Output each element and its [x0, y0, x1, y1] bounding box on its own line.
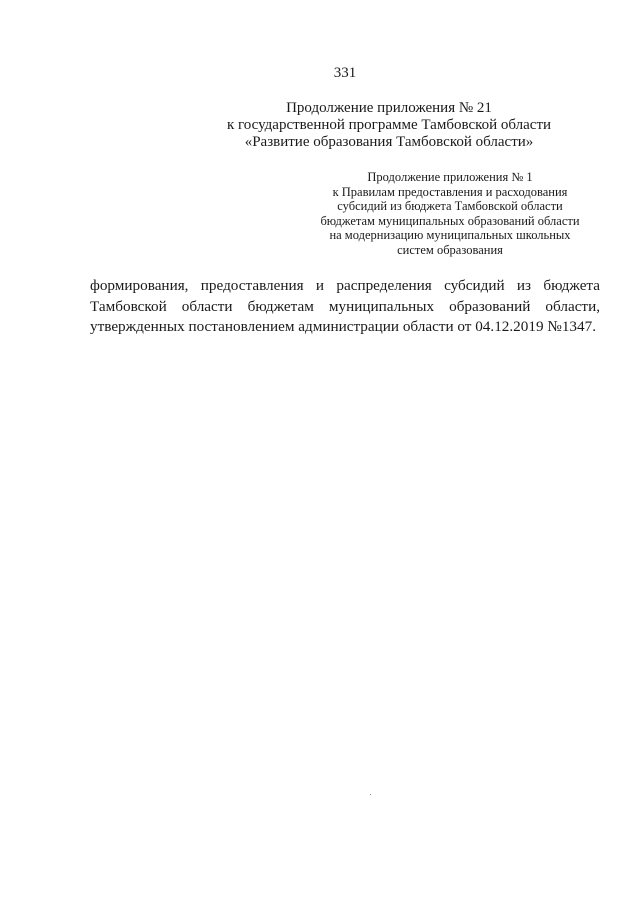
appendix-sub-header [300, 170, 600, 258]
body-line: формирования, предоставления и распределения субсидий из бюджета [90, 277, 600, 294]
appendix-sub-line: субсидий из бюджета Тамбовской области [337, 199, 563, 214]
appendix-main-line: Продолжение приложения № 21 [286, 100, 492, 116]
appendix-sub-line: к Правилам предоставления и расходования [332, 184, 568, 199]
appendix-sub-line: бюджетам муниципальных образований области [320, 213, 580, 228]
appendix-sub-line: Продолжение приложения № 1 [367, 170, 533, 184]
scan-speck [370, 794, 371, 795]
body-line: утвержденных постановлением администрации области от 04.12.2019 №1347. [90, 318, 597, 335]
appendix-sub-line: систем образования [397, 242, 503, 257]
body-paragraph [90, 276, 600, 338]
appendix-main-header [180, 100, 598, 151]
appendix-main-line: «Развитие образования Тамбовской области» [244, 134, 534, 150]
body-line: Тамбовской области бюджетам муниципальных образований области, [90, 297, 600, 315]
page-number: 331 [333, 65, 357, 81]
appendix-sub-line: на модернизацию муниципальных школьных [329, 228, 571, 243]
appendix-main-line: к государственной программе Тамбовской области [226, 117, 552, 133]
